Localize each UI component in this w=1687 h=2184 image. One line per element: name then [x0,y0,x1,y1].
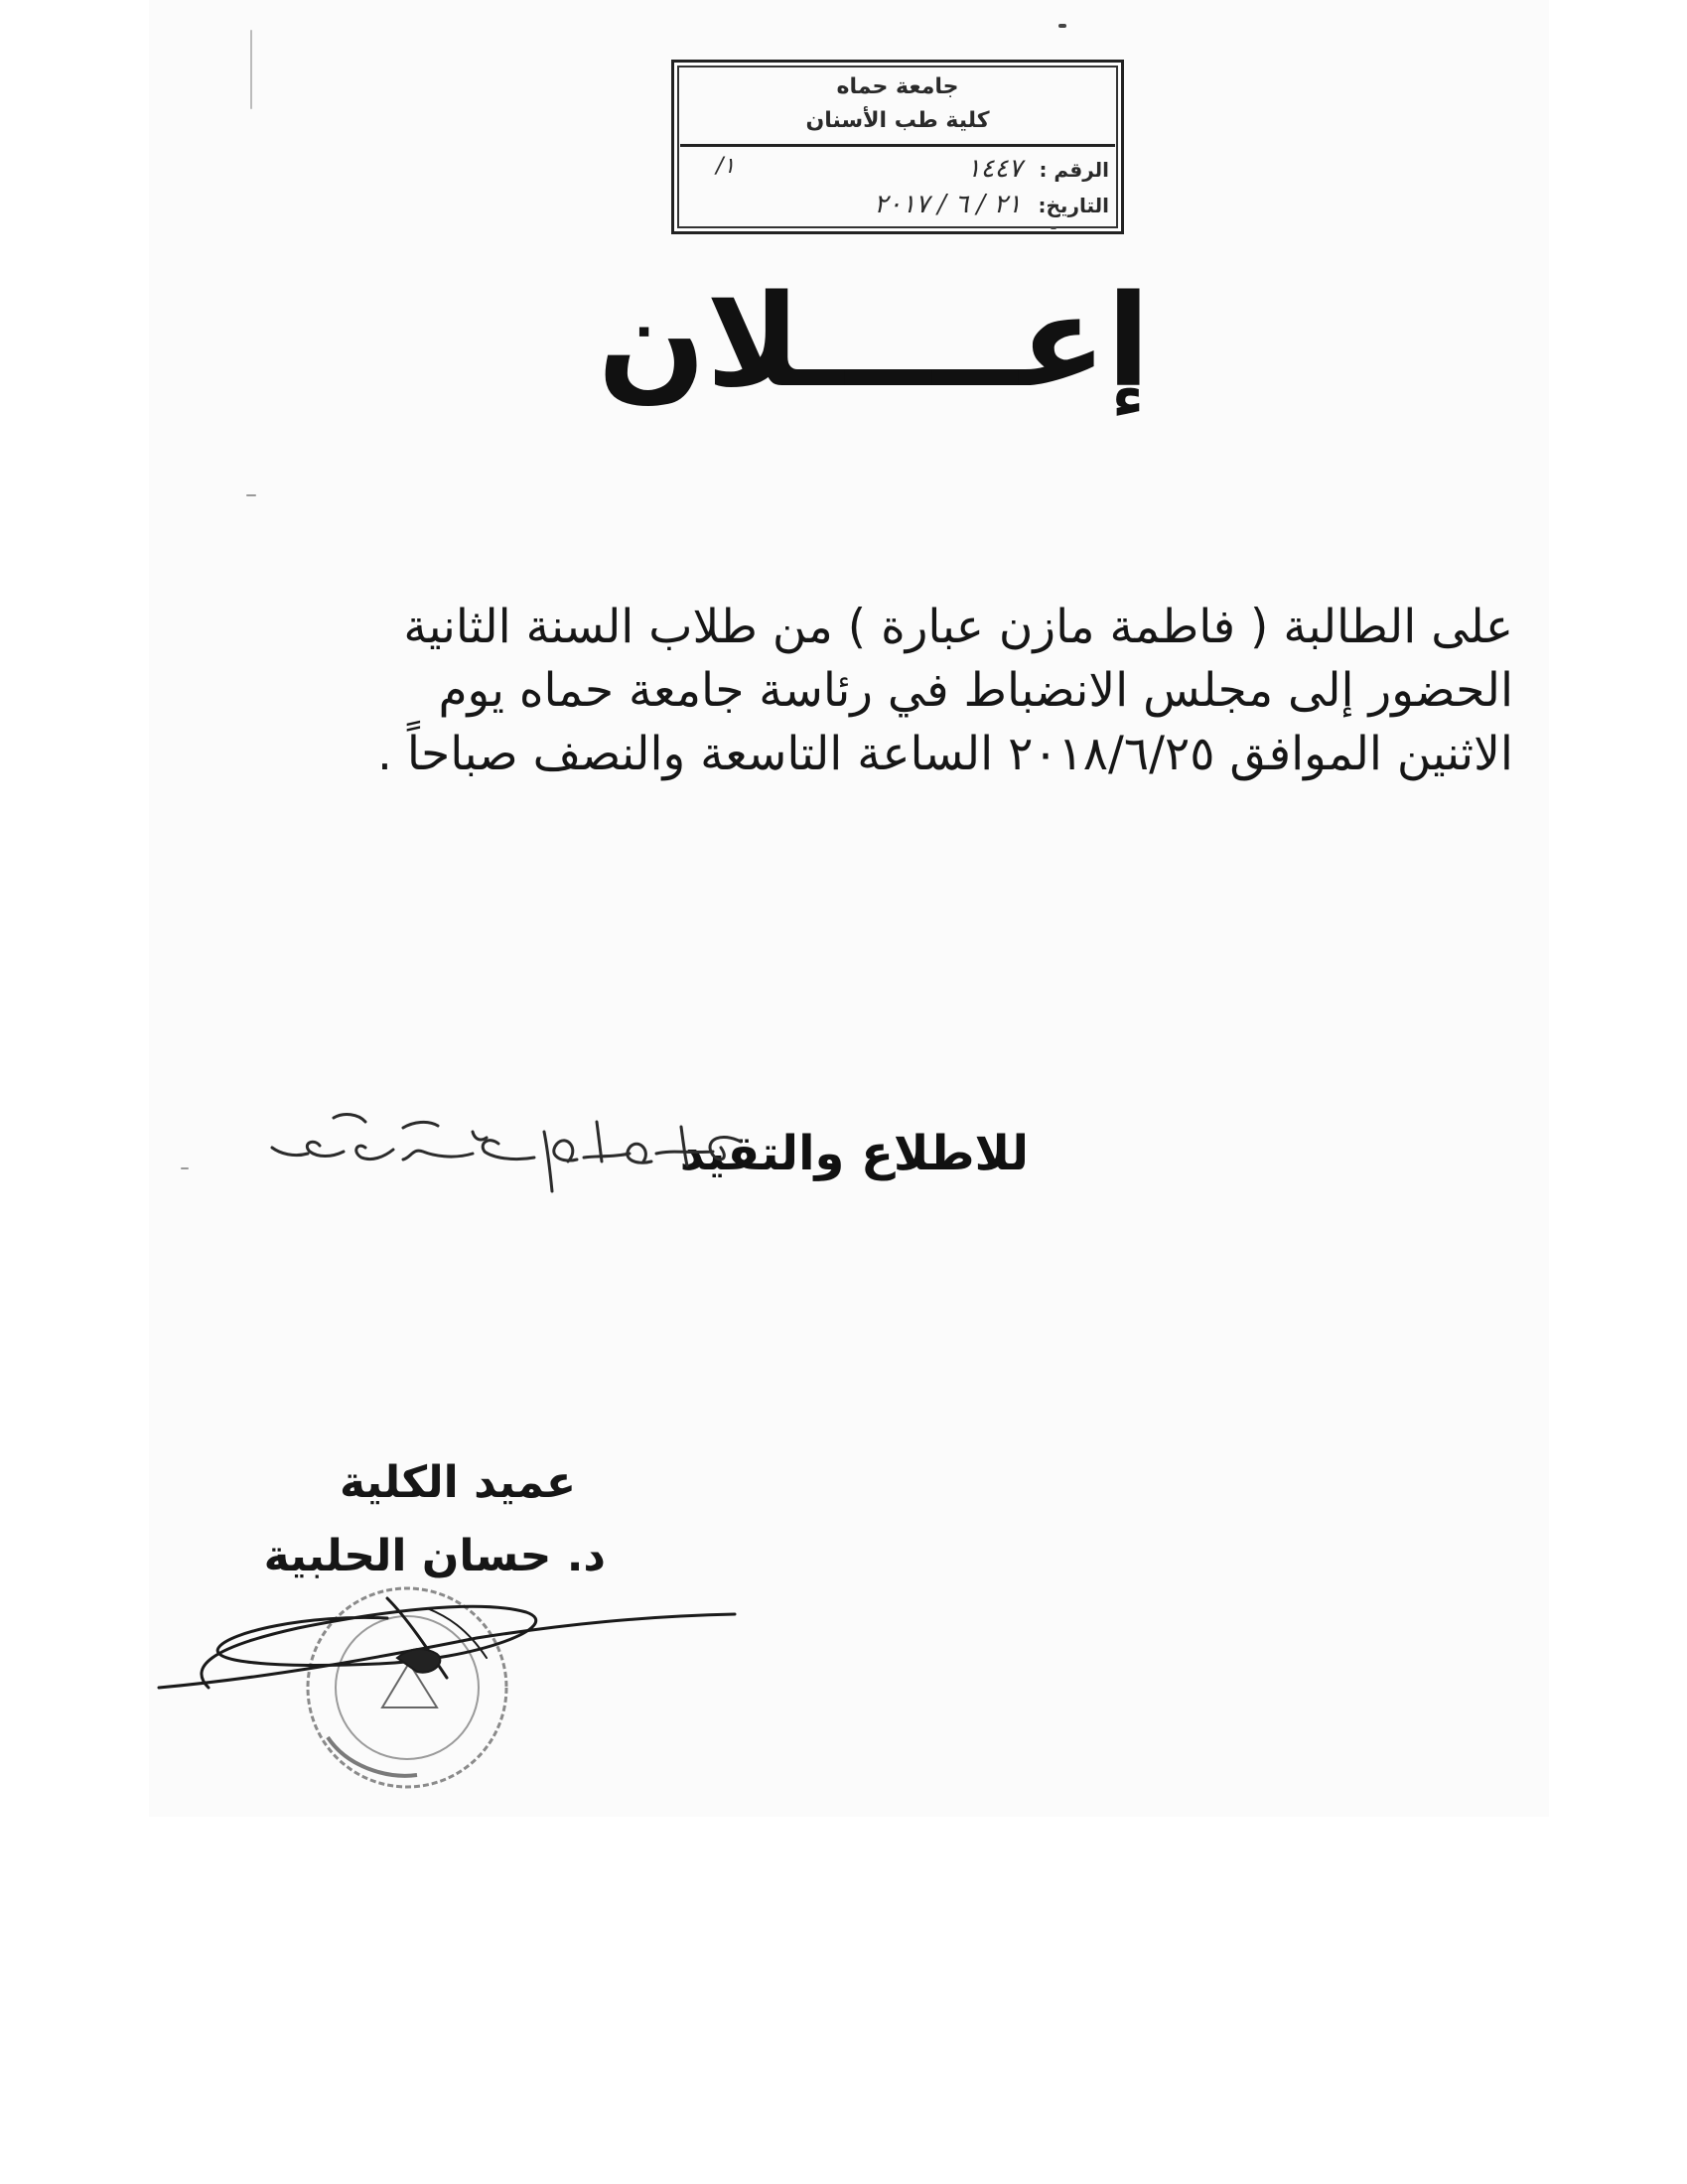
dean-name: د. حسان الحلبية [263,1531,606,1581]
stamp-date-row [686,190,1109,223]
stamp-date-label: التاريخ: [1038,194,1109,217]
acknowledgement [254,1092,1029,1211]
dean-title: عميد الكلية [339,1457,576,1508]
scan-speck [250,30,252,109]
stamp-header [680,68,1115,147]
signature-icon [159,1598,735,1688]
acknowledgement-text: للاطلاع والتقيد [679,1126,1029,1181]
announcement-body [193,596,1513,786]
scan-speck [1051,226,1056,229]
scan-speck [181,1167,189,1169]
signature-and-seal [149,1569,745,1807]
scan-speck [246,494,256,496]
body-line-1: على الطالبة ( فاطمة مازن عبارة ) من طلاب السنة الثانية [403,600,1513,654]
stamp-reference-row [686,154,1109,188]
reference-stamp [671,60,1124,234]
body-line-2: الحضور إلى مجلس الانضباط في رئاسة جامعة حماه يوم [438,663,1513,718]
handwritten-note [254,1092,771,1211]
stamp-university: جامعة حماه [836,74,959,99]
stamp-reference-label: الرقم : [1039,158,1109,182]
stamp-reference-value: ١٤٤٧ [966,154,1023,184]
scan-speck [1058,24,1066,28]
body-line-3: الاثنين الموافق ٢٠١٨/٦/٢٥ الساعة التاسعة والنصف صباحاً . [376,727,1513,781]
stamp-faculty: كلية طب الأسنان [805,108,990,133]
stamp-date-value: ٢١ / ٦ / ٢٠١٧ [874,190,1022,219]
stamp-reference-suffix: ١/ [716,154,736,179]
page-title: إعـــــلان [597,268,1151,416]
